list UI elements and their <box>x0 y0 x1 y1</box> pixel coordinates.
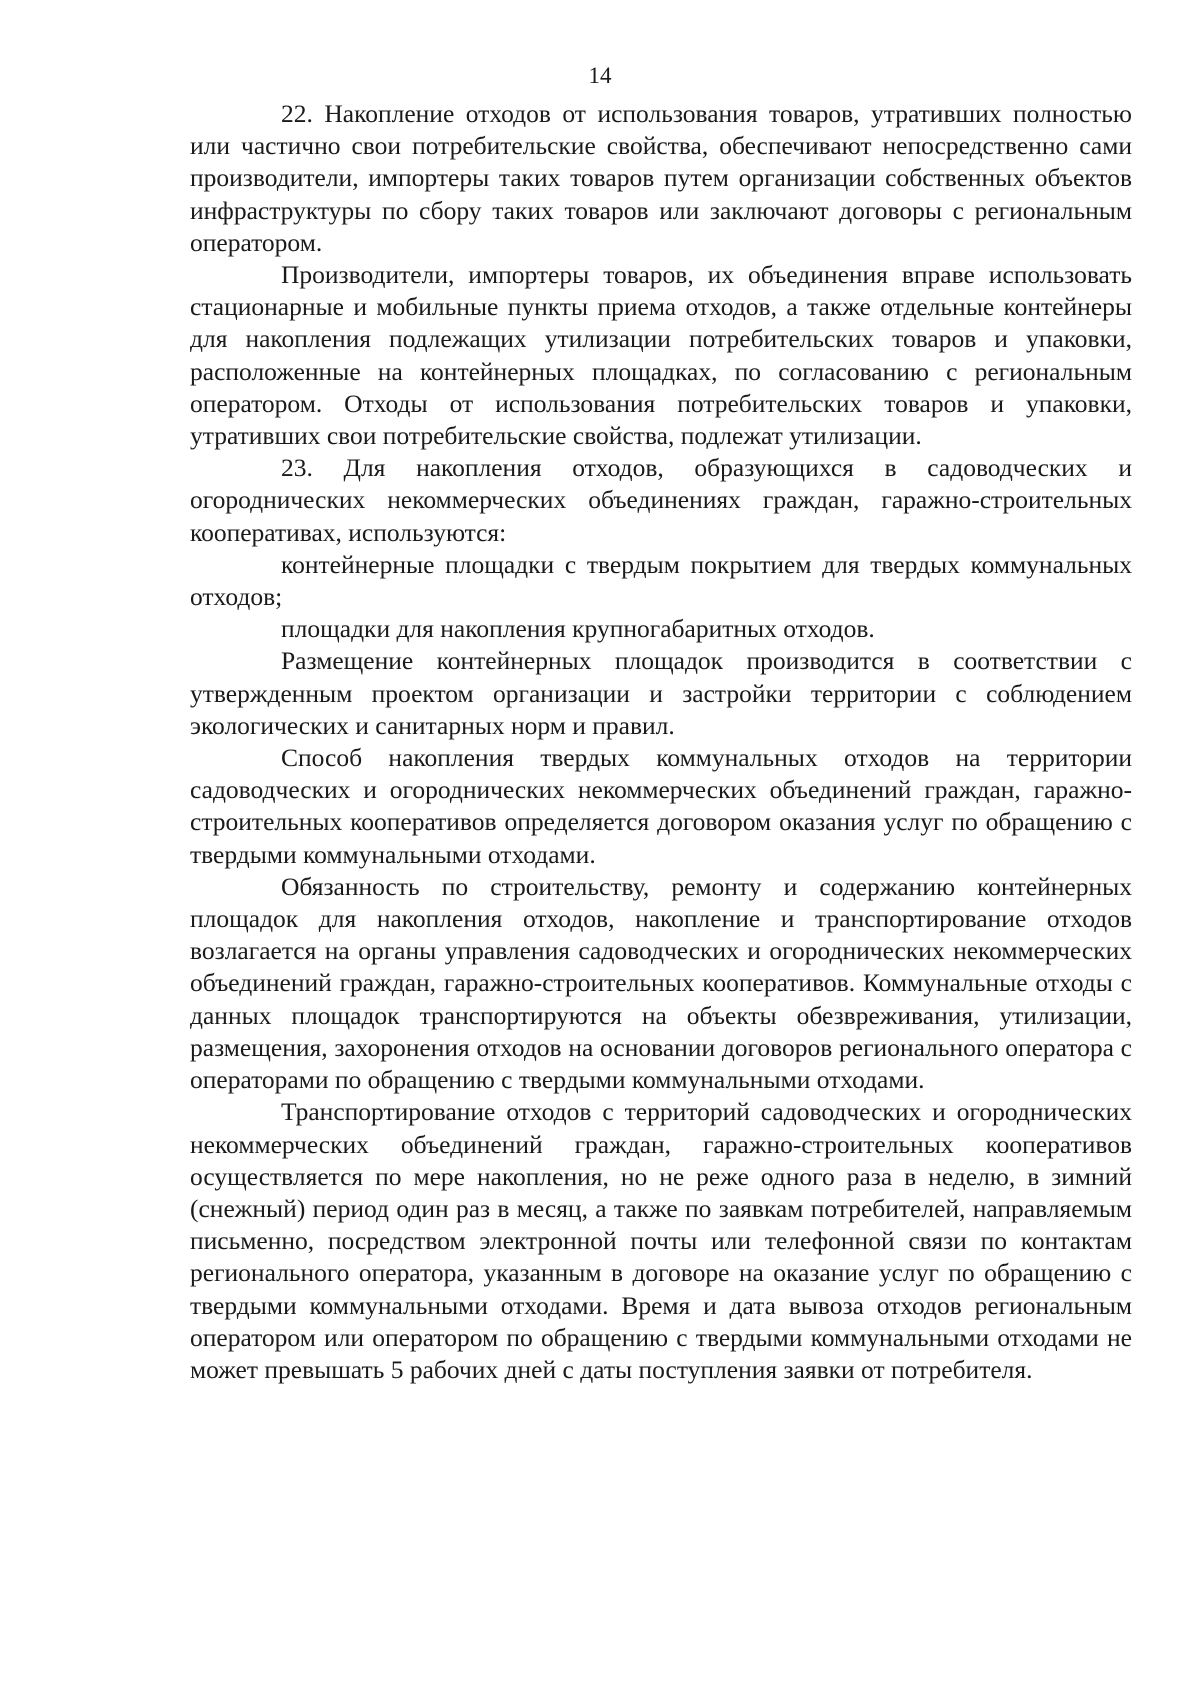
paragraph-accumulation-method: Способ накопления твердых коммунальных отходов на территории садоводческих и огороднических некоммерческих объединений граждан, гаражно-строительных кооперативов определяется договором оказания услуг по обращению с твердыми коммунальными отходами. <box>190 743 1132 869</box>
page-number: 14 <box>588 63 612 88</box>
paragraph-23: 23. Для накопления отходов, образующихся в садоводческих и огороднических некоммерческих объединениях граждан, гаражно-строительных кооперативах, используются: <box>190 453 1132 547</box>
list-item-container-sites: контейнерные площадки с твердым покрытием для твердых коммунальных отходов; <box>190 549 1132 612</box>
paragraph-obligation: Обязанность по строительству, ремонту и содержанию контейнерных площадок для накопления отходов, накопление и транспортирование отходов возлагается на органы управления садоводческих и огороднических некоммерческих объединений граждан, гаражно-строительных кооперативов. Коммунальные отходы с данных площадок транспортируются на объекты обезвреживания, утилизации, размещения, захоронения отходов на основании договоров регионального оператора с операторами по обращению с твердыми коммунальными отходами. <box>190 871 1132 1095</box>
document-body <box>190 98 1132 1386</box>
paragraph-transportation: Транспортирование отходов с территорий садоводческих и огороднических некоммерческих объединений граждан, гаражно-строительных кооперативов осуществляется по мере накопления, но не реже одного раза в неделю, в зимний (снежный) период один раз в месяц, а также по заявкам потребителей, направляемым письменно, посредством электронной почты или телефонной связи по контактам регионального оператора, указанным в договоре на оказание услуг по обращению с твердыми коммунальными отходами. Время и дата вывоза отходов региональным оператором или оператором по обращению с твердыми коммунальными отходами не может превышать 5 рабочих дней с даты поступления заявки от потребителя. <box>190 1097 1132 1384</box>
paragraph-producers: Производители, импортеры товаров, их объединения вправе использовать стационарные и мобильные пункты приема отходов, а также отдельные контейнеры для накопления подлежащих утилизации потребительских товаров и упаковки, расположенные на контейнерных площадках, по согласованию с региональным оператором. Отходы от использования потребительских товаров и упаковки, утративших свои потребительские свойства, подлежат утилизации. <box>190 260 1132 451</box>
paragraph-placement: Размещение контейнерных площадок производится в соответствии с утвержденным проектом организации и застройки территории с соблюдением экологических и санитарных норм и правил. <box>190 646 1132 740</box>
paragraph-22: 22. Накопление отходов от использования товаров, утративших полностью или частично свои потребительские свойства, обеспечивают непосредственно сами производители, импортеры таких товаров путем организации собственных объектов инфраструктуры по сбору таких товаров или заключают договоры с региональным оператором. <box>190 99 1132 257</box>
list-item-bulky-waste-sites: площадки для накопления крупногабаритных отходов. <box>281 614 875 644</box>
